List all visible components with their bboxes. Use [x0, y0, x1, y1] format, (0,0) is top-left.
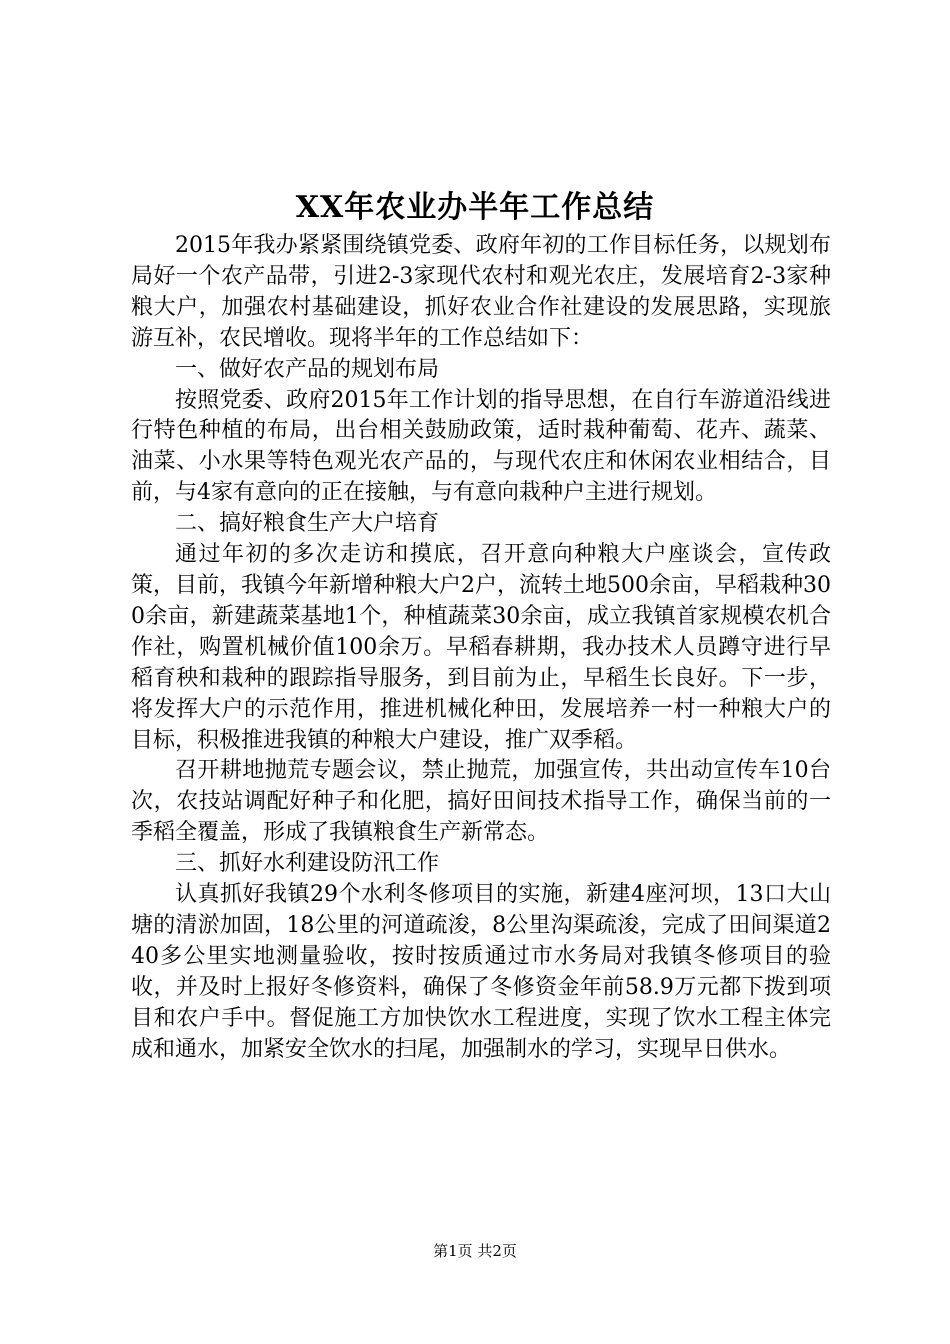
page-number-footer: 第1页 共2页 — [433, 1242, 517, 1260]
section-2-paragraph-2: 召开耕地抛荒专题会议，禁止抛荒，加强宣传，共出动宣传车10台次，农技站调配好种子和化肥，搞好田间技术指导工作，确保当前的一季稻全覆盖，形成了我镇粮食生产新常态。 — [131, 758, 831, 846]
document-title: XX年农业办半年工作总结 — [295, 190, 655, 225]
section-1-paragraph: 按照党委、政府2015年工作计划的指导思想，在自行车游道沿线进行特色种植的布局，出台相关鼓励政策，适时栽种葡萄、花卉、蔬菜、油菜、小水果等特色观光农产品的，与现代农庄和休闲农业相结合，目前，与4家有意向的正在接触，与有意向栽种户主进行规划。 — [131, 387, 831, 506]
section-2-paragraph-1: 通过年初的多次走访和摸底，召开意向种粮大户座谈会，宣传政策，目前，我镇今年新增种粮大户2户，流转土地500余亩，早稻栽种300余亩，新建蔬菜基地1个，种植蔬菜30余亩，成立我镇首家规模农机合作社，购置机械价值100余万。早稻春耕期，我办技术人员蹲守进行早稻育秧和栽种的跟踪指导服务，到目前为止，早稻生长良好。下一步，将发挥大户的示范作用，推进机械化种田，发展培养一村一种粮大户的目标，积极推进我镇的种粮大户建设，推广双季稻。 — [131, 542, 831, 753]
document-body — [131, 231, 831, 1065]
section-heading-3: 三、抓好水利建设防汛工作 — [175, 851, 440, 877]
section-3-paragraph: 认真抓好我镇29个水利冬修项目的实施，新建4座河坝，13口大山塘的清淤加固，18公里的河道疏浚，8公里沟渠疏浚，完成了田间渠道240多公里实地测量验收，按时按质通过市水务局对我镇冬修项目的验收，并及时上报好冬修资料，确保了冬修资金年前58.9万元都下拨到项目和农户手中。督促施工方加快饮水工程进度，实现了饮水工程主体完成和通水，加紧安全饮水的扫尾，加强制水的学习，实现早日供水。 — [131, 882, 831, 1062]
section-heading-1: 一、做好农产品的规划布局 — [175, 356, 440, 382]
section-heading-2: 二、搞好粮食生产大户培育 — [175, 511, 440, 537]
intro-paragraph: 2015年我办紧紧围绕镇党委、政府年初的工作目标任务，以规划布局好一个农产品带，引进2-3家现代农村和观光农庄，发展培育2-3家种粮大户，加强农村基础建设，抓好农业合作社建设的发展思路，实现旅游互补，农民增收。现将半年的工作总结如下： — [131, 233, 831, 351]
